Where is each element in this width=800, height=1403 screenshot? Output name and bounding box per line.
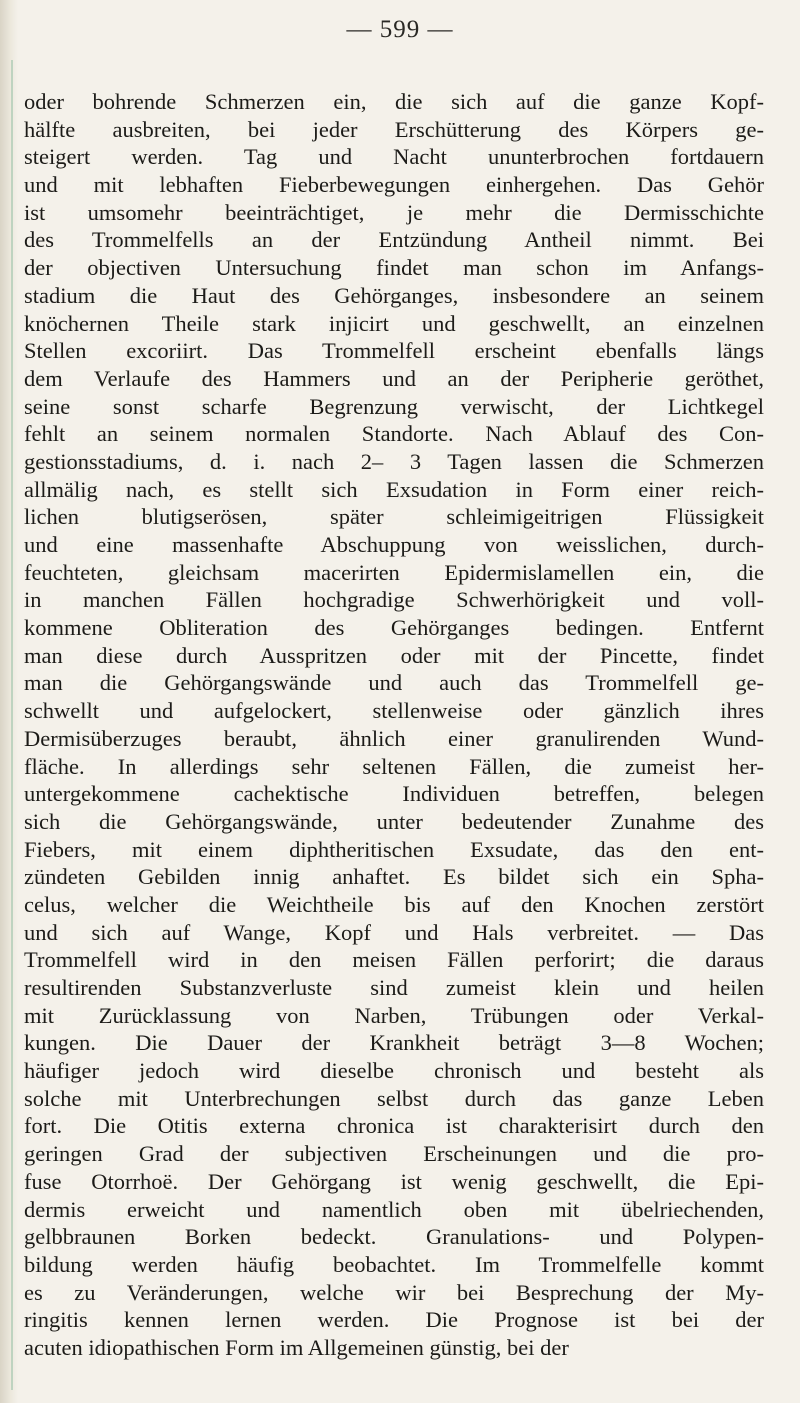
text-line: seine sonst scharfe Begrenzung verwischt, der Lichtkegel [24, 393, 764, 419]
text-line: solche mit Unterbrechungen selbst durch das ganze Leben [24, 1085, 764, 1111]
text-line: lichen blutigserösen, später schleimigeitrigen Flüssigkeit [24, 504, 764, 530]
page-binding-shadow [0, 0, 18, 1403]
binding-edge-mark [11, 60, 13, 1390]
text-line: und mit lebhaften Fieberbewegungen einhergehen. Das Gehör [24, 172, 764, 198]
text-line: in manchen Fällen hochgradige Schwerhörigkeit und voll- [24, 587, 764, 613]
text-line: fehlt an seinem normalen Standorte. Nach Ablauf des Con- [24, 421, 764, 447]
text-line: des Trommelfells an der Entzündung Antheil nimmt. Bei [24, 227, 764, 253]
text-line: bildung werden häufig beobachtet. Im Trommelfelle kommt [24, 1251, 764, 1277]
text-line: zündeten Gebilden innig anhaftet. Es bildet sich ein Spha- [24, 864, 764, 890]
text-line: hälfte ausbreiten, bei jeder Erschütterung des Körpers ge- [24, 116, 764, 142]
text-line: und sich auf Wange, Kopf und Hals verbreitet. — Das [24, 919, 764, 945]
text-line: dermis erweicht und namentlich oben mit übelriechenden, [24, 1196, 764, 1222]
text-line: es zu Veränderungen, welche wir bei Besprechung der My- [24, 1279, 764, 1305]
text-line: kommene Obliteration des Gehörganges bedingen. Entfernt [24, 615, 764, 641]
text-line: gelbbraunen Borken bedeckt. Granulations- und Polypen- [24, 1224, 764, 1250]
text-line: geringen Grad der subjectiven Erscheinungen und die pro- [24, 1141, 764, 1167]
text-line: stadium die Haut des Gehörganges, insbesondere an seinem [24, 282, 764, 308]
text-line: häufiger jedoch wird dieselbe chronisch und besteht als [24, 1058, 764, 1084]
text-line: Trommelfell wird in den meisen Fällen perforirt; die daraus [24, 947, 764, 973]
text-line: ist umsomehr beeinträchtiget, je mehr die Dermisschichte [24, 199, 764, 225]
text-line: Stellen excoriirt. Das Trommelfell erscheint ebenfalls längs [24, 338, 764, 364]
text-line: der objectiven Untersuchung findet man schon im Anfangs- [24, 255, 764, 281]
text-line: oder bohrende Schmerzen ein, die sich auf die ganze Kopf- [24, 89, 764, 114]
text-line: fläche. In allerdings sehr seltenen Fällen, die zumeist her- [24, 753, 764, 779]
text-line: resultirenden Substanzverluste sind zumeist klein und heilen [24, 975, 764, 1000]
text-line: Dermisüberzuges beraubt, ähnlich einer granulirenden Wund- [24, 725, 764, 751]
text-line: steigert werden. Tag und Nacht ununterbrochen fortdauern [24, 144, 764, 170]
text-line: celus, welcher die Weichtheile bis auf den Knochen zerstört [24, 891, 764, 917]
text-line: dem Verlaufe des Hammers und an der Peripherie geröthet, [24, 365, 764, 391]
text-line: fort. Die Otitis externa chronica ist charakterisirt durch den [24, 1113, 764, 1139]
text-line: allmälig nach, es stellt sich Exsudation in Form einer reich- [24, 476, 764, 502]
text-line: gestionsstadiums, d. i. nach 2– 3 Tagen lassen die Schmerzen [24, 448, 764, 474]
text-line: man diese durch Ausspritzen oder mit der Pincette, findet [24, 642, 764, 668]
text-line: man die Gehörgangswände und auch das Trommelfell ge- [24, 670, 764, 696]
body-text [24, 88, 764, 1362]
text-line: acuten idiopathischen Form im Allgemeinen günstig, bei der [24, 1334, 569, 1360]
text-line: sich die Gehörgangswände, unter bedeutender Zunahme des [24, 808, 764, 834]
text-line: und eine massenhafte Abschuppung von weisslichen, durch- [24, 532, 764, 557]
text-line: fuse Otorrhoë. Der Gehörgang ist wenig geschwellt, die Epi- [24, 1168, 764, 1194]
text-line: Fiebers, mit einem diphtheritischen Exsudate, das den ent- [24, 836, 764, 862]
text-line: knöchernen Theile stark injicirt und geschwellt, an einzelnen [24, 310, 764, 336]
text-line: mit Zurücklassung von Narben, Trübungen oder Verkal- [24, 1002, 764, 1028]
page-number: — 599 — [346, 16, 454, 43]
text-line: kungen. Die Dauer der Krankheit beträgt 3—8 Wochen; [24, 1030, 764, 1056]
text-line: untergekommene cachektische Individuen betreffen, belegen [24, 781, 764, 807]
text-line: schwellt und aufgelockert, stellenweise oder gänzlich ihres [24, 698, 764, 724]
text-line: ringitis kennen lernen werden. Die Prognose ist bei der [24, 1307, 764, 1333]
text-line: feuchteten, gleichsam macerirten Epidermislamellen ein, die [24, 559, 764, 585]
